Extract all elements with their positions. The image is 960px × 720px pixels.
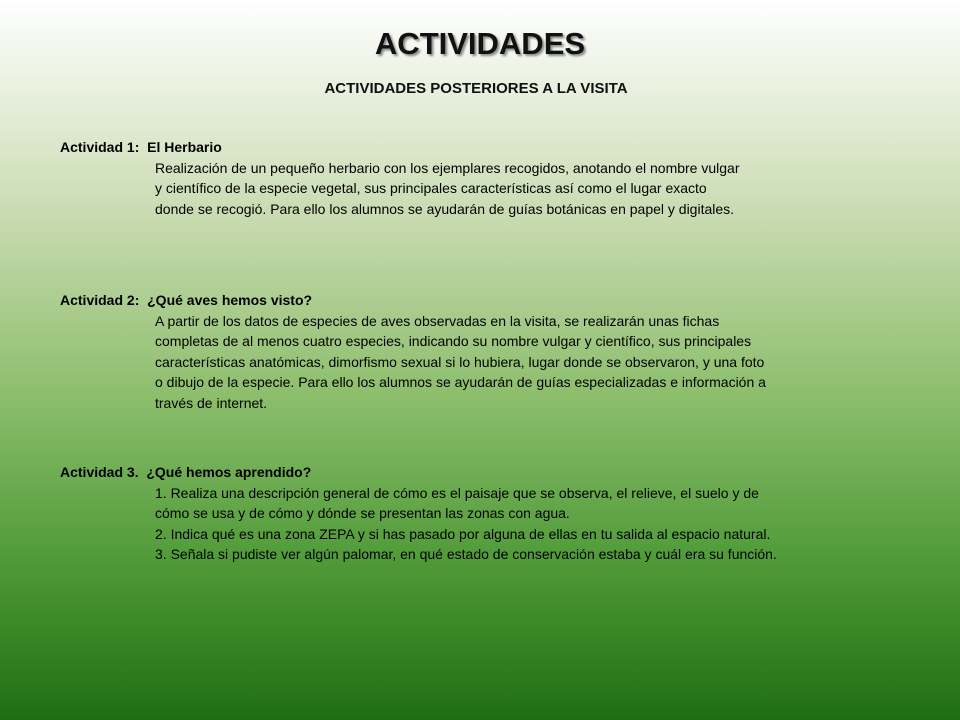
activity-3-line: 2. Indica qué es una zona ZEPA y si has pasado por alguna de ellas en tu salida al espacio natural. [155,525,771,542]
activity-1-body [155,158,740,220]
slide-subtitle: ACTIVIDADES POSTERIORES A LA VISITA [324,80,628,97]
activity-1-line: donde se recogió. Para ello los alumnos se ayudarán de guías botánicas en papel y digitales. [155,200,735,217]
activity-2-body [155,311,766,414]
activity-3 [60,462,777,565]
activity-2-line: A partir de los datos de especies de aves observadas en la visita, se realizarán unas fichas [155,312,720,329]
activity-2-line: características anatómicas, dimorfismo sexual si lo hubiera, lugar donde se observaron, y una foto [155,353,765,370]
activity-2-line: completas de al menos cuatro especies, indicando su nombre vulgar y científico, sus principales [155,333,752,349]
activity-2-line: o dibujo de la especie. Para ello los alumnos se ayudarán de guías especializadas e información a [155,374,766,390]
activity-3-line: 1. Realiza una descripción general de cómo es el paisaje que se observa, el relieve, el suelo y de [155,484,759,501]
activity-3-body [155,483,777,565]
activity-3-heading: Actividad 3. ¿Qué hemos aprendido? [60,464,312,480]
activity-3-line: 3. Señala si pudiste ver algún palomar, en qué estado de conservación estaba y cuál era su función. [155,546,777,562]
activity-1-line: Realización de un pequeño herbario con los ejemplares recogidos, anotando el nombre vulgar [155,159,740,176]
activity-2 [60,290,766,413]
slide-title: ACTIVIDADES [374,26,586,61]
activity-2-line: través de internet. [155,394,268,411]
activity-1-line: y científico de la especie vegetal, sus principales características así como el lugar exacto [155,180,707,196]
activity-1 [60,137,740,219]
activity-3-line: cómo se usa y de cómo y dónde se presentan las zonas con agua. [155,505,570,521]
activity-2-heading: Actividad 2: ¿Qué aves hemos visto? [60,292,313,308]
activity-1-heading: Actividad 1: El Herbario [60,139,222,155]
